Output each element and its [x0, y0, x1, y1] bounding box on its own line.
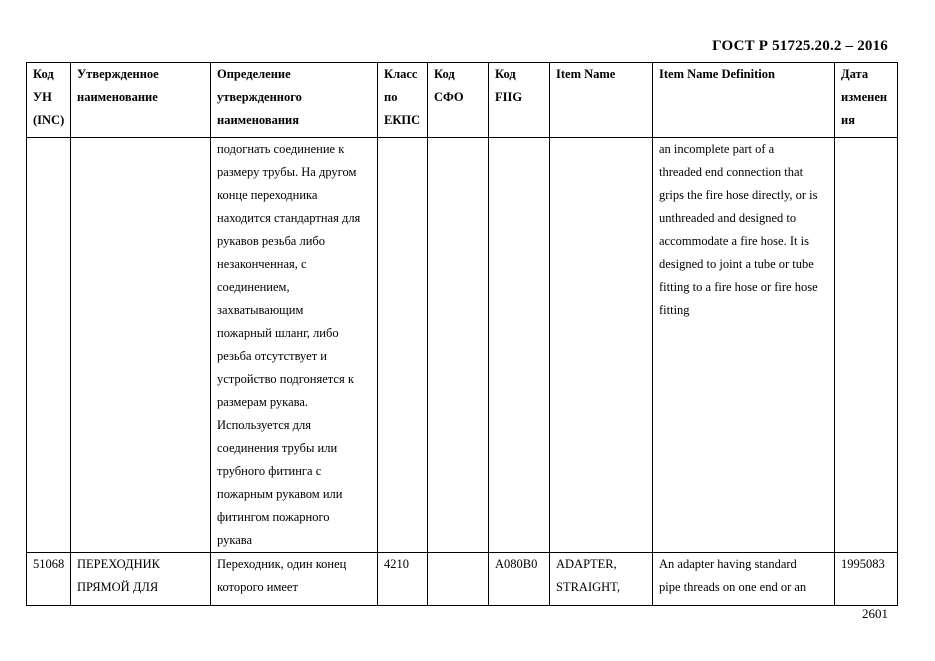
cell-definition-ru: подогнать соединение к размеру трубы. На другом конце переходника находится стандартная для рукавов резьба либо незаконченная, с соединением, захватывающим пожарный шланг, либо резьба отсутствует и устройство подгоняется к размерам рукава. Используется для соединения трубы или трубного фитинга с пожарным рукавом или фитингом пожарного рукава — [211, 138, 378, 553]
document-title: ГОСТ Р 51725.20.2 – 2016 — [712, 38, 888, 54]
cell-inc — [27, 138, 71, 553]
cell-sfo — [428, 138, 489, 553]
col-header-sfo: Код СФО — [428, 63, 489, 138]
cell-fiig — [489, 138, 550, 553]
cell-item-name — [550, 138, 653, 553]
col-header-fiig: Код FIIG — [489, 63, 550, 138]
col-header-definition: Определение утвержденного наименования — [211, 63, 378, 138]
col-header-item-name: Item Name — [550, 63, 653, 138]
cell-item-definition-en: An adapter having standard pipe threads on one end or an — [653, 553, 835, 606]
cell-item-name: ADAPTER, STRAIGHT, — [550, 553, 653, 606]
cell-fiig: A080B0 — [489, 553, 550, 606]
cell-definition-ru: Переходник, один конец которого имеет — [211, 553, 378, 606]
table-row — [27, 138, 898, 553]
page-number: 2601 — [862, 606, 888, 621]
col-header-inc: Код УН (INC) — [27, 63, 71, 138]
col-header-change-date: Дата изменен ия — [835, 63, 898, 138]
cell-approved-name — [71, 138, 211, 553]
col-header-approved-name: Утвержденное наименование — [71, 63, 211, 138]
cell-change-date: 1995083 — [835, 553, 898, 606]
cell-approved-name: ПЕРЕХОДНИК ПРЯМОЙ ДЛЯ — [71, 553, 211, 606]
header-row — [27, 63, 898, 138]
col-header-class: Класс по ЕКПС — [378, 63, 428, 138]
col-header-item-name-definition: Item Name Definition — [653, 63, 835, 138]
cell-class: 4210 — [378, 553, 428, 606]
cell-change-date — [835, 138, 898, 553]
cell-item-definition-en: an incomplete part of a threaded end connection that grips the fire hose directly, or is unthreaded and designed to accommodate a fire hose. It is designed to joint a tube or tube fitting to a fire hose or fire hose fitting — [653, 138, 835, 553]
table-row — [27, 553, 898, 606]
cell-inc: 51068 — [27, 553, 71, 606]
catalog-table — [26, 62, 898, 606]
cell-sfo — [428, 553, 489, 606]
cell-class — [378, 138, 428, 553]
